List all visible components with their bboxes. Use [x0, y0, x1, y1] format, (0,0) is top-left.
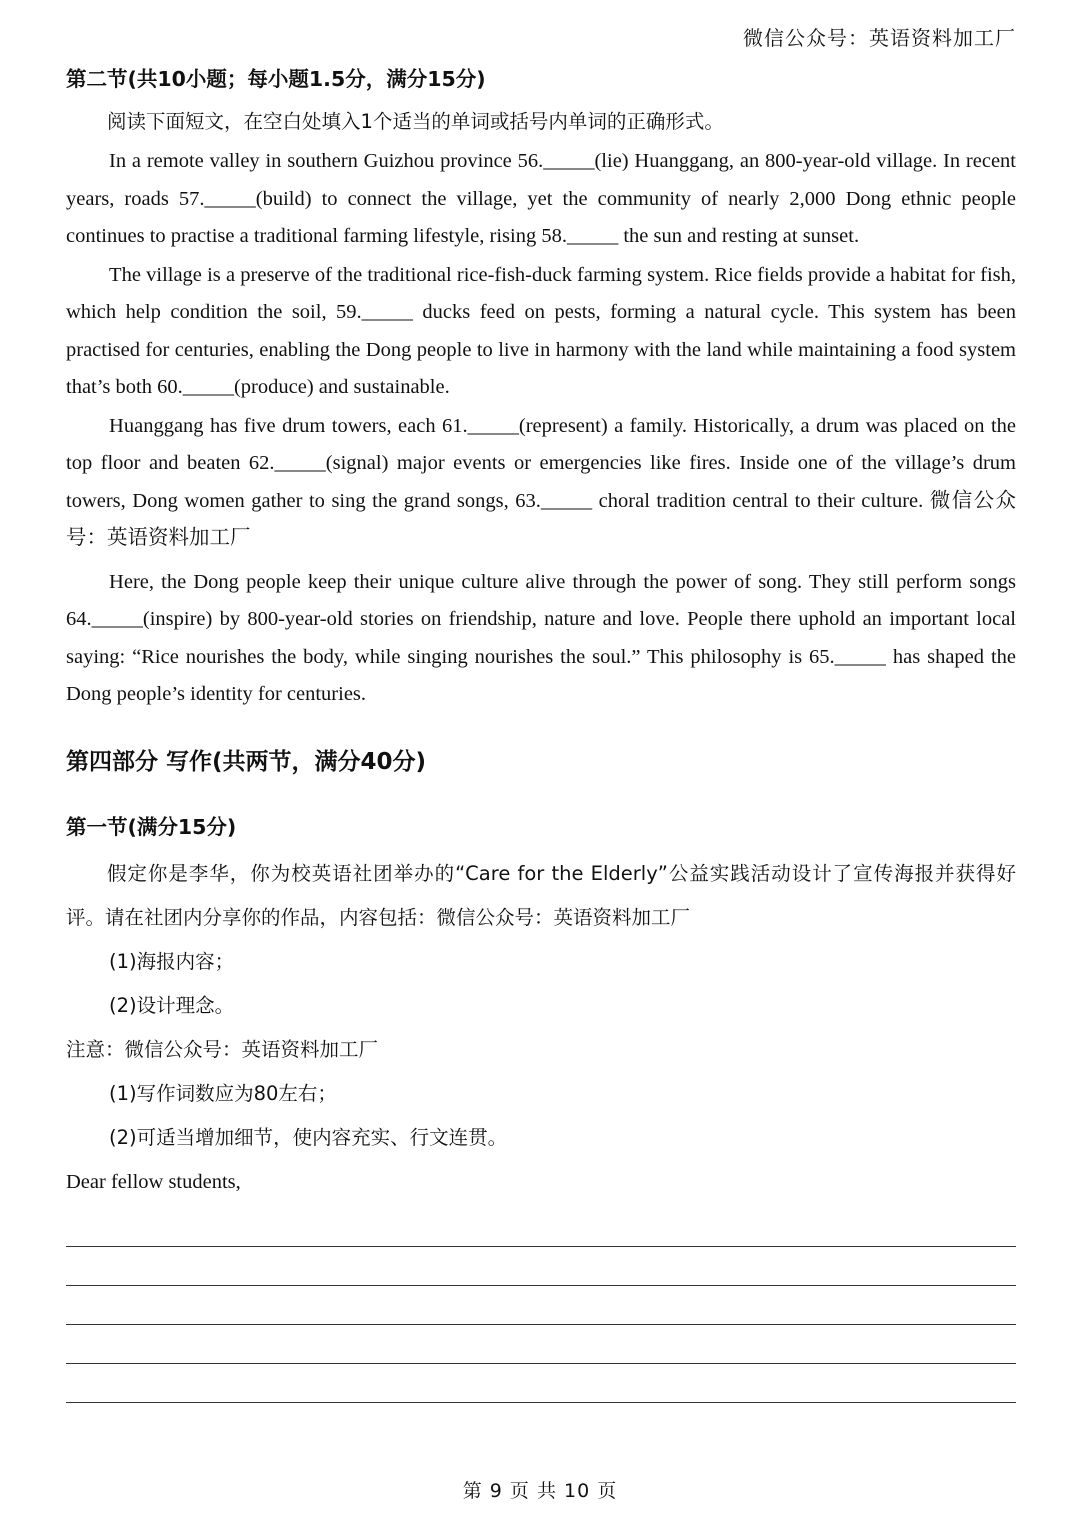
part4-title: 第四部分 写作(共两节，满分40分)	[66, 748, 427, 775]
letter-greeting: Dear fellow students,	[66, 1170, 241, 1193]
page-content	[66, 62, 1016, 1204]
section2-instruction: 阅读下面短文，在空白处填入1个适当的单词或括号内单词的正确形式。	[106, 110, 724, 133]
note-item-1: (1)写作词数应为80左右；	[109, 1081, 337, 1105]
prompt-item-1: (1)海报内容；	[109, 949, 235, 973]
note-label: 注意：微信公众号：英语资料加工厂	[66, 1037, 379, 1061]
writing-section1-title: 第一节(满分15分)	[66, 814, 237, 839]
writing-lines	[66, 1246, 1016, 1441]
writing-line	[66, 1246, 1016, 1247]
header-note: 微信公众号：英语资料加工厂	[743, 26, 1016, 50]
note-item-2: (2)可适当增加细节，使内容充实、行文连贯。	[109, 1125, 508, 1149]
passage-paragraph-3: Huanggang has five drum towers, each 61._____(represent) a family. Historically, a drum was placed on the top floor and beaten 62._____(signal) major events or emergencies like fires. Inside one of the village’s drum towers, Dong women gather to sing the grand songs, 63._____ choral tradition central to their culture. 微信公众号：英语资料加工厂	[66, 414, 1016, 549]
writing-line	[66, 1402, 1016, 1403]
passage-paragraph-1: In a remote valley in southern Guizhou province 56._____(lie) Huanggang, an 800-year-old village. In recent years, roads 57._____(build) to connect the village, yet the community of nearly 2,000 Dong ethnic people continues to practise a traditional farming lifestyle, rising 58._____ the sun and resting at sunset.	[66, 150, 1016, 247]
section2-title: 第二节(共10小题；每小题1.5分，满分15分)	[66, 67, 486, 91]
passage-paragraph-2: The village is a preserve of the traditional rice-fish-duck farming system. Rice fields provide a habitat for fish, which help condition the soil, 59._____ ducks feed on pests, forming a natural cycle. This system has been practised for centuries, enabling the Dong people to live in harmony with the land while maintaining a food system that’s both 60._____(produce) and sustainable.	[66, 263, 1016, 398]
page-footer: 第 9 页 共 10 页	[462, 1480, 618, 1502]
prompt-item-2: (2)设计理念。	[109, 993, 235, 1017]
passage-paragraph-4: Here, the Dong people keep their unique culture alive through the power of song. They still perform songs 64._____(inspire) by 800-year-old stories on friendship, nature and love. People there uphold an important local saying: “Rice nourishes the body, while singing nourishes the soul.” This philosophy is 65._____ has shaped the Dong people’s identity for centuries.	[66, 570, 1016, 705]
writing-line	[66, 1285, 1016, 1286]
writing-line	[66, 1363, 1016, 1364]
writing-prompt: 假定你是李华，你为校英语社团举办的“Care for the Elderly”公益实践活动设计了宣传海报并获得好评。请在社团内分享你的作品，内容包括：微信公众号：英语资料加工厂	[66, 861, 1016, 929]
writing-line	[66, 1324, 1016, 1325]
